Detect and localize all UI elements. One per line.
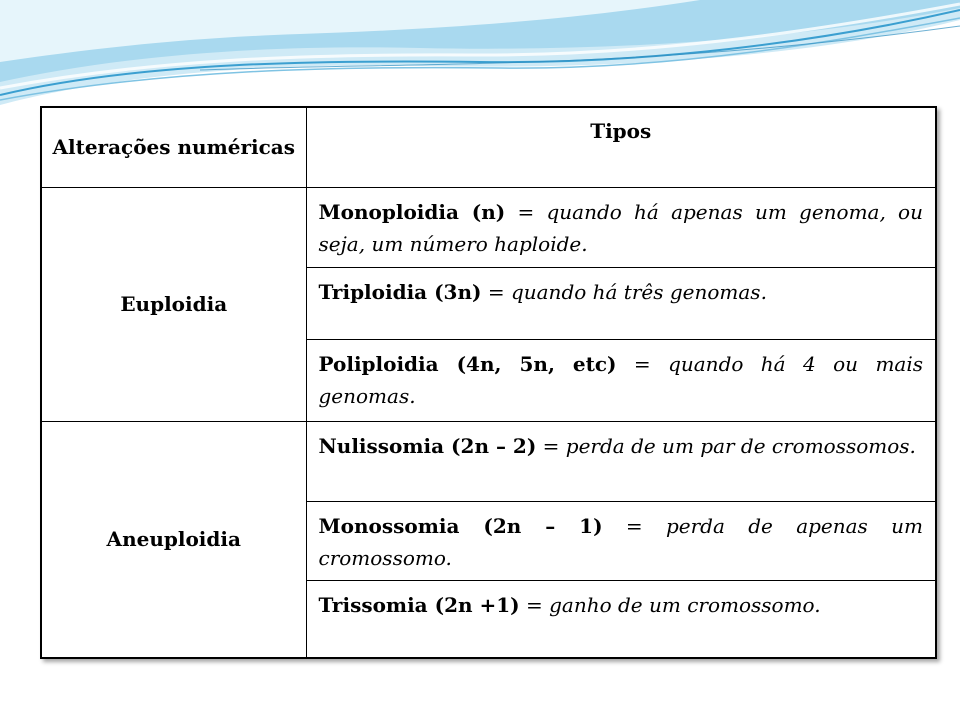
row-separator: = xyxy=(602,513,666,538)
row-description xyxy=(306,267,936,339)
header-row xyxy=(41,107,936,187)
row-separator: = xyxy=(519,592,550,617)
row-separator: = xyxy=(505,199,547,224)
row-separator: = xyxy=(536,433,566,458)
row-description xyxy=(306,187,936,267)
numerical-alterations-table xyxy=(40,106,937,659)
category-euploidia: Euploidia xyxy=(41,187,306,421)
row-term: Triploidia (3n) xyxy=(318,279,482,304)
row-definition: quando há 4 ou mais genomas. xyxy=(318,351,923,408)
row-definition: perda de apenas um cromossomo. xyxy=(318,513,923,570)
row-description xyxy=(306,339,936,421)
row-term: Monossomia (2n – 1) xyxy=(318,513,603,538)
header-tipos: Tipos xyxy=(306,107,936,187)
row-definition: perda de um par de cromossomos. xyxy=(565,433,916,458)
table-row xyxy=(41,187,936,267)
row-description xyxy=(306,501,936,580)
decorative-wave-banner xyxy=(0,0,960,120)
row-definition: quando há três genomas. xyxy=(510,279,767,304)
table-row xyxy=(41,421,936,501)
row-description xyxy=(306,580,936,658)
category-aneuploidia: Aneuploidia xyxy=(41,421,306,658)
row-separator: = xyxy=(481,279,511,304)
row-definition: ganho de um cromossomo. xyxy=(549,592,821,617)
row-description xyxy=(306,421,936,501)
row-term: Poliploidia (4n, 5n, etc) xyxy=(318,351,617,376)
row-term: Trissomia (2n +1) xyxy=(318,592,520,617)
row-definition: quando há apenas um genoma, ou seja, um número haploide. xyxy=(318,199,923,256)
row-term: Nulissomia (2n – 2) xyxy=(318,433,537,458)
row-separator: = xyxy=(616,351,669,376)
header-alteracoes: Alterações numéricas xyxy=(41,107,306,187)
row-term: Monoploidia (n) xyxy=(318,199,506,224)
